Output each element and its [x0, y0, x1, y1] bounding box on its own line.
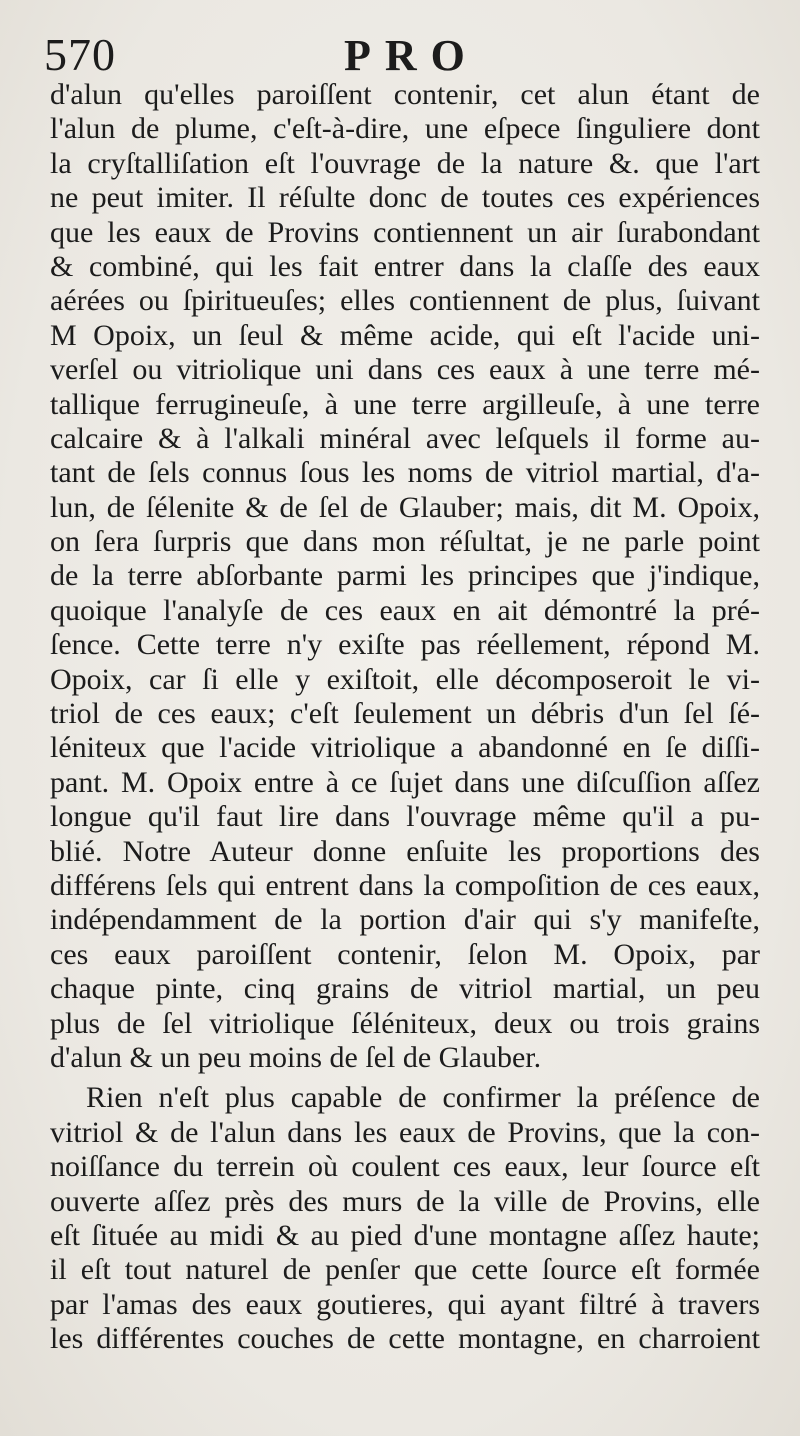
text-line: de la terre abſorbante parmi les principes que j'indique,	[50, 559, 760, 593]
text-line: eſt ſituée au midi & au pied d'une montagne aſſez haute;	[50, 1218, 760, 1252]
text-line: ces eaux paroiſſent contenir, ſelon M. Opoix, par	[50, 937, 760, 971]
text-line: lun, de ſélenite & de ſel de Glauber; mais, dit M. Opoix,	[50, 490, 760, 524]
text-line: & combiné, qui les fait entrer dans la claſſe des eaux	[50, 249, 760, 283]
text-line: il eſt tout naturel de penſer que cette ſource eſt formée	[50, 1253, 760, 1287]
text-line: tant de ſels connus ſous les noms de vitriol martial, d'a-	[50, 456, 760, 490]
text-line: blié. Notre Auteur donne enſuite les proportions des	[50, 834, 760, 868]
text-line: Rien n'eſt plus capable de confirmer la préſence de	[86, 1081, 760, 1115]
text-line: les différentes couches de cette montagne, en charroient	[50, 1322, 760, 1356]
text-line: l'alun de plume, c'eſt-à-dire, une eſpece ſinguliere dont	[50, 112, 760, 146]
text-line: on ſera ſurpris que dans mon réſultat, je ne parle point	[50, 525, 760, 559]
text-line: d'alun qu'elles paroiſſent contenir, cet alun étant de	[50, 78, 760, 111]
text-line: quoique l'analyſe de ces eaux en ait démontré la pré-	[50, 593, 760, 627]
paragraph	[50, 1081, 760, 1356]
text-line: ne peut imiter. Il réſulte donc de toutes ces expériences	[50, 181, 760, 215]
text-line: indépendamment de la portion d'air qui s'y manifeſte,	[50, 903, 760, 937]
text-line: pant. M. Opoix entre à ce ſujet dans une diſcuſſion aſſez	[50, 765, 760, 799]
text-line: calcaire & à l'alkali minéral avec leſquels il forme au-	[50, 421, 760, 455]
paragraph	[50, 78, 760, 1075]
text-line: que les eaux de Provins contiennent un air ſurabondant	[50, 215, 760, 249]
text-line: chaque pinte, cinq grains de vitriol martial, un peu	[50, 972, 760, 1006]
body-text	[50, 78, 760, 1356]
text-line: aérées ou ſpiritueuſes; elles contiennent de plus, ſuivant	[50, 284, 760, 318]
text-line: Opoix, car ſi elle y exiſtoit, elle décomposeroit le vi-	[50, 662, 760, 696]
text-line: vitriol & de l'alun dans les eaux de Provins, que la con-	[50, 1115, 760, 1149]
text-line: plus de ſel vitriolique ſéléniteux, deux ou trois grains	[50, 1006, 760, 1040]
text-line: tallique ferrugineuſe, à une terre argilleuſe, à une terre	[50, 387, 760, 421]
text-line: noiſſance du terrein où coulent ces eaux, leur ſource eſt	[50, 1150, 760, 1184]
text-line: ſence. Cette terre n'y exiſte pas réellement, répond M.	[50, 628, 760, 662]
text-line: d'alun & un peu moins de ſel de Glauber.	[50, 1040, 542, 1074]
text-line: ouverte aſſez près des murs de la ville de Provins, elle	[50, 1184, 760, 1218]
text-line: la cryſtalliſation eſt l'ouvrage de la nature &. que l'art	[50, 146, 760, 180]
text-line: léniteux que l'acide vitriolique a abandonné en ſe diſſi-	[50, 731, 760, 765]
text-line: M Opoix, un ſeul & même acide, qui eſt l'acide uni-	[50, 318, 760, 352]
page-header	[44, 22, 764, 82]
running-head: PRO	[344, 31, 479, 80]
text-line: triol de ces eaux; c'eſt ſeulement un débris d'un ſel ſé-	[50, 697, 760, 731]
text-line: longue qu'il faut lire dans l'ouvrage même qu'il a pu-	[50, 800, 760, 834]
text-line: par l'amas des eaux goutieres, qui ayant filtré à travers	[50, 1287, 760, 1321]
text-line: différens ſels qui entrent dans la compoſition de ces eaux,	[50, 868, 760, 902]
page-number: 570	[44, 29, 116, 80]
text-line: verſel ou vitriolique uni dans ces eaux à une terre mé-	[50, 353, 760, 387]
